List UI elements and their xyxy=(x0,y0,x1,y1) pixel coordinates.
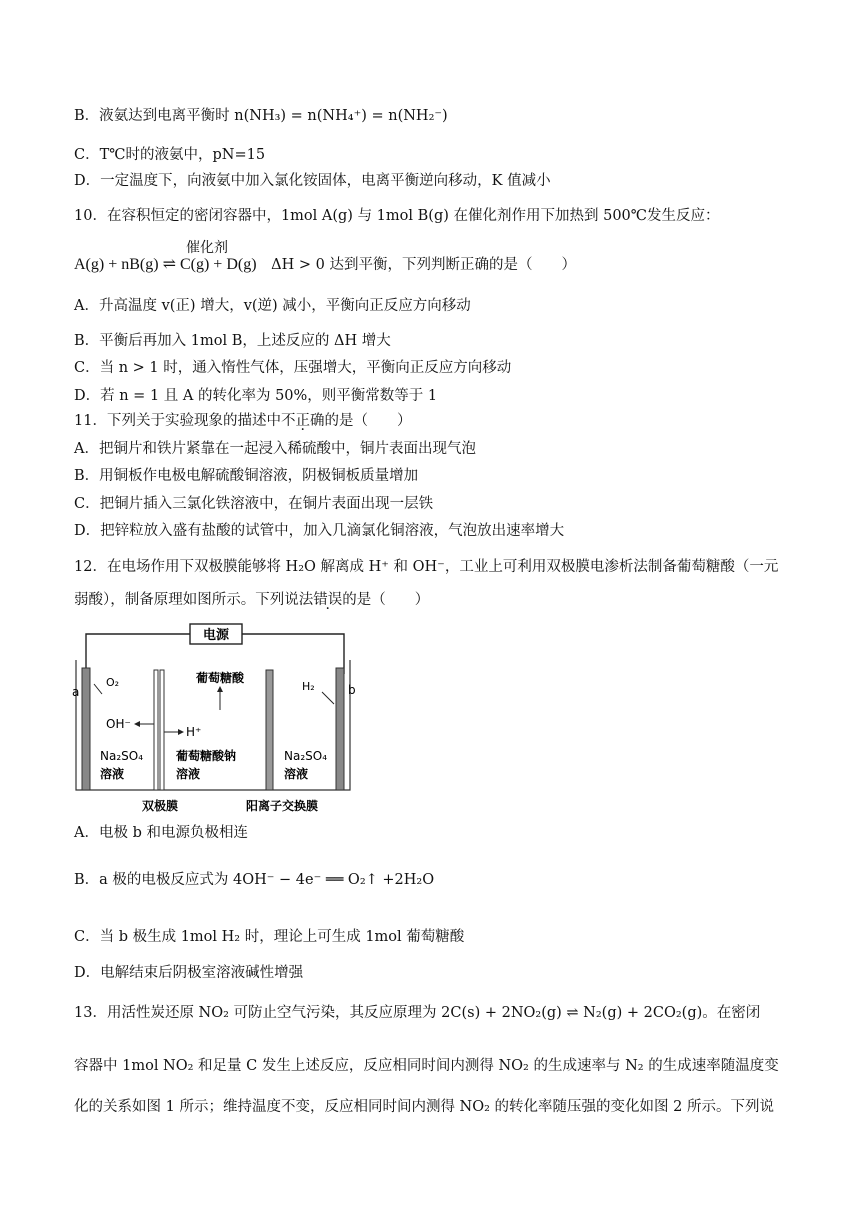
hydroxide-label: OH⁻ xyxy=(106,717,131,731)
q13-line2: 容器中 1mol NO₂ 和足量 C 发生上述反应，反应相同时间内测得 NO₂ 的生成速率与 N₂ 的生成速率随温度变 xyxy=(74,1058,779,1074)
q12-stem-emphasis: 错误 xyxy=(313,592,343,608)
proton-label: H⁺ xyxy=(186,725,202,739)
q10-option-c: C．当 n > 1 时，通入惰性气体，压强增大，平衡向正反应方向移动 xyxy=(74,360,512,376)
right-solution-line2: 溶液 xyxy=(284,767,309,781)
bipolar-membrane-left xyxy=(154,670,158,790)
electrode-a xyxy=(82,668,90,790)
wire-right xyxy=(242,634,344,674)
electrode-a-label: a xyxy=(72,685,80,699)
q12-option-a: A．电极 b 和电源负极相连 xyxy=(74,825,248,841)
q11-option-b: B．用铜板作电极电解硫酸铜溶液，阴极铜板质量增加 xyxy=(74,468,419,484)
wire-left xyxy=(86,634,190,674)
q10-option-d: D．若 n = 1 且 A 的转化率为 50%，则平衡常数等于 1 xyxy=(74,388,438,404)
q10-stem-line1: 10．在容积恒定的密闭容器中，1mol A(g) 与 1mol B(g) 在催化剂作用下加热到 500℃发生反应： xyxy=(74,208,720,224)
power-supply-label: 电源 xyxy=(202,628,230,643)
mid-solution-line2: 溶液 xyxy=(176,767,201,781)
q11-option-c: C．把铜片插入三氯化铁溶液中，在铜片表面出现一层铁 xyxy=(74,496,434,512)
mid-solution-line1: 葡萄糖酸钠 xyxy=(176,749,237,763)
electrolysis-cell-diagram xyxy=(72,620,356,820)
q10-option-b: B．平衡后再加入 1mol B，上述反应的 ΔH 增大 xyxy=(74,333,391,349)
q10-option-a: A．升高温度 v(正) 增大，v(逆) 减小，平衡向正反应方向移动 xyxy=(74,298,471,314)
q11-stem-post: 的是（ ） xyxy=(324,413,412,429)
h2-arrow xyxy=(322,692,334,704)
q12-stem-post: 的是（ ） xyxy=(342,592,430,608)
q9-option-c: C．T℃时的液氨中，pN=15 xyxy=(74,147,266,163)
q9-option-d: D．一定温度下，向液氨中加入氯化铵固体，电离平衡逆向移动，K 值减小 xyxy=(74,173,551,189)
left-solution-line1: Na₂SO₄ xyxy=(100,749,144,763)
q11-stem-pre: 11．下列关于实验现象的描述中 xyxy=(74,413,281,429)
o2-label: O₂ xyxy=(106,676,120,689)
q11-stem-emphasis: 不正确 xyxy=(280,413,325,429)
hydroxide-arrowhead xyxy=(134,721,140,727)
electrode-b xyxy=(336,668,344,790)
q12-option-b: B．a 极的电极反应式为 4OH⁻ − 4e⁻ ══ O₂↑ +2H₂O xyxy=(74,872,435,888)
cation-membrane-label: 阳离子交换膜 xyxy=(245,799,319,813)
q13-line3: 化的关系如图 1 所示；维持温度不变，反应相同时间内测得 NO₂ 的转化率随压强的变化如图 2 所示。下列说 xyxy=(74,1099,774,1115)
gluconic-acid-arrowhead xyxy=(217,686,223,692)
cation-exchange-membrane xyxy=(266,670,273,790)
q12-stem-line2 xyxy=(74,590,429,610)
q11-option-a: A．把铜片和铁片紧靠在一起浸入稀硫酸中，铜片表面出现气泡 xyxy=(74,441,476,457)
electrode-b-label: b xyxy=(348,683,356,697)
q10-stem-tail: ΔH > 0 达到平衡，下列判断正确的是（ ） xyxy=(271,257,576,273)
q12-option-d: D．电解结束后阴极室溶液碱性增强 xyxy=(74,965,304,981)
o2-arrow xyxy=(94,684,102,694)
q12-stem-pre: 弱酸），制备原理如图所示。下列说法 xyxy=(74,592,314,608)
q12-option-c: C．当 b 极生成 1mol H₂ 时，理论上可生成 1mol 葡萄糖酸 xyxy=(74,929,465,945)
bipolar-membrane-label: 双极膜 xyxy=(141,799,179,813)
right-solution-line1: Na₂SO₄ xyxy=(284,749,328,763)
gluconic-acid-label: 葡萄糖酸 xyxy=(195,671,245,685)
proton-arrowhead xyxy=(178,729,184,735)
q10-stem-line2 xyxy=(74,255,576,275)
q12-stem-line1: 12．在电场作用下双极膜能够将 H₂O 解离成 H⁺ 和 OH⁻，工业上可利用双极膜电渗析法制备葡萄糖酸（一元 xyxy=(74,559,779,575)
q11-stem xyxy=(74,411,411,431)
bipolar-membrane-right xyxy=(160,670,164,790)
q10-catalyst-label: 催化剂 xyxy=(186,240,228,256)
q11-option-d: D．把锌粒放入盛有盐酸的试管中，加入几滴氯化铜溶液，气泡放出速率增大 xyxy=(74,523,565,539)
left-solution-line2: 溶液 xyxy=(100,767,125,781)
q10-equation: A(g) + nB(g) ⇌ C(g) + D(g) xyxy=(74,256,257,273)
q9-option-b: B．液氨达到电离平衡时 n(NH₃) = n(NH₄⁺) = n(NH₂⁻) xyxy=(74,108,448,124)
h2-label: H₂ xyxy=(302,680,315,693)
q13-line1: 13．用活性炭还原 NO₂ 可防止空气污染，其反应原理为 2C(s) + 2NO₂(g) ⇌ N₂(g) + 2CO₂(g)。在密闭 xyxy=(74,1005,761,1021)
